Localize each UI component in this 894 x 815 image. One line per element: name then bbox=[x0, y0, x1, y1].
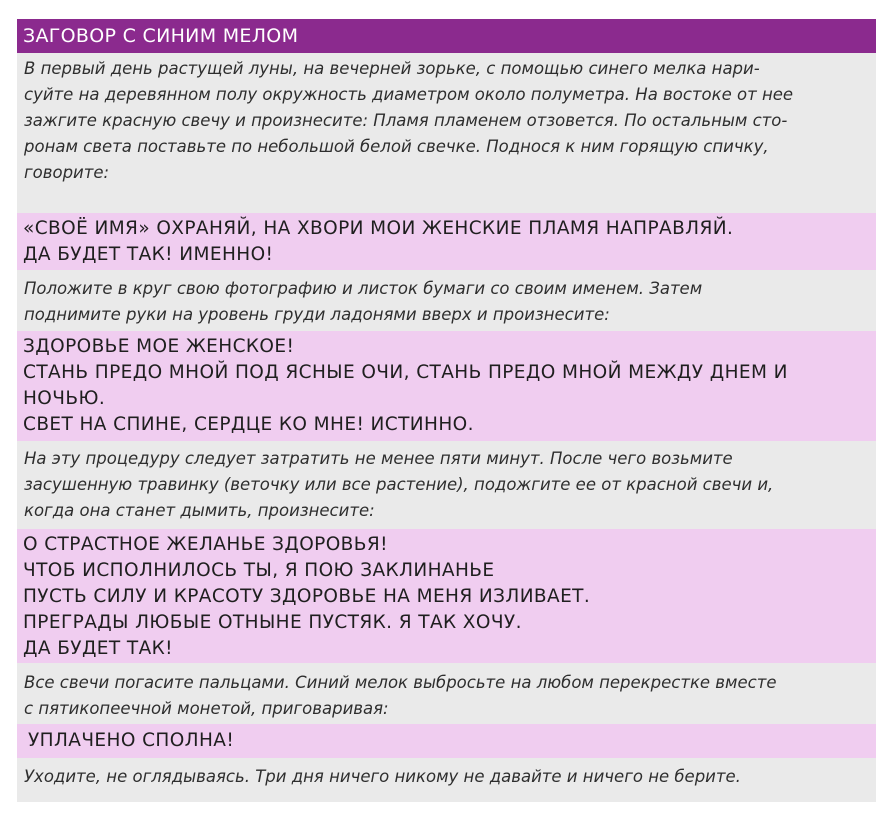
document-page bbox=[17, 19, 876, 802]
instruction-paragraph-1 bbox=[17, 53, 876, 213]
incantation-line: НОЧЬЮ. bbox=[23, 388, 106, 409]
section-title: ЗАГОВОР С СИНИМ МЕЛОМ bbox=[17, 19, 876, 53]
paragraph-line: зажгите красную свечу и произнесите: Пламя пламенем отзовется. По остальным сто- bbox=[24, 111, 788, 130]
incantation-block-4 bbox=[17, 724, 876, 758]
incantation-line: ЧТОБ ИСПОЛНИЛОСЬ ТЫ, Я ПОЮ ЗАКЛИНАНЬЕ bbox=[23, 560, 495, 581]
instruction-paragraph-3 bbox=[17, 441, 876, 529]
instruction-paragraph-5 bbox=[17, 758, 876, 802]
incantation-line: О СТРАСТНОЕ ЖЕЛАНЬЕ ЗДОРОВЬЯ! bbox=[23, 534, 388, 555]
incantation-line: СТАНЬ ПРЕДО МНОЙ ПОД ЯСНЫЕ ОЧИ, СТАНЬ ПРЕДО МНОЙ МЕЖДУ ДНЕМ И bbox=[23, 362, 788, 383]
incantation-line: ДА БУДЕТ ТАК! bbox=[23, 638, 173, 659]
paragraph-line: В первый день растущей луны, на вечерней зорьке, с помощью синего мелка нари- bbox=[24, 59, 760, 78]
paragraph-line: На эту процедуру следует затратить не менее пяти минут. После чего возьмите bbox=[24, 449, 733, 468]
incantation-block-3 bbox=[17, 529, 876, 663]
paragraph-line: говорите: bbox=[24, 163, 110, 182]
incantation-line: ПУСТЬ СИЛУ И КРАСОТУ ЗДОРОВЬЕ НА МЕНЯ ИЗЛИВАЕТ. bbox=[23, 586, 591, 607]
incantation-line: УПЛАЧЕНО СПОЛНА! bbox=[28, 730, 235, 751]
instruction-paragraph-2 bbox=[17, 270, 876, 331]
paragraph-line: когда она станет дымить, произнесите: bbox=[24, 501, 375, 520]
paragraph-line: Уходите, не оглядываясь. Три дня ничего никому не давайте и ничего не берите. bbox=[24, 767, 741, 786]
paragraph-line: ронам света поставьте по небольшой белой свечке. Поднося к ним горящую спичку, bbox=[24, 137, 769, 156]
incantation-block-1 bbox=[17, 213, 876, 270]
paragraph-line: поднимите руки на уровень груди ладонями вверх и произнесите: bbox=[24, 305, 610, 324]
incantation-line: ЗДОРОВЬЕ МОЕ ЖЕНСКОЕ! bbox=[23, 336, 295, 357]
incantation-line: «СВОЁ ИМЯ» ОХРАНЯЙ, НА ХВОРИ МОИ ЖЕНСКИЕ ПЛАМЯ НАПРАВЛЯЙ. bbox=[23, 218, 734, 239]
incantation-line: ДА БУДЕТ ТАК! ИМЕННО! bbox=[23, 244, 274, 265]
incantation-line: ПРЕГРАДЫ ЛЮБЫЕ ОТНЫНЕ ПУСТЯК. Я ТАК ХОЧУ. bbox=[23, 612, 522, 633]
paragraph-line: Положите в круг свою фотографию и листок бумаги со своим именем. Затем bbox=[24, 279, 703, 298]
paragraph-line: Все свечи погасите пальцами. Синий мелок выбросьте на любом перекрестке вместе bbox=[24, 673, 777, 692]
paragraph-line: засушенную травинку (веточку или все растение), подожгите ее от красной свечи и, bbox=[24, 475, 774, 494]
instruction-paragraph-4 bbox=[17, 663, 876, 724]
incantation-block-2 bbox=[17, 331, 876, 441]
paragraph-line: суйте на деревянном полу окружность диаметром около полуметра. На востоке от нее bbox=[24, 85, 794, 104]
incantation-line: СВЕТ НА СПИНЕ, СЕРДЦЕ КО МНЕ! ИСТИННО. bbox=[23, 414, 474, 435]
paragraph-line: с пятикопеечной монетой, приговаривая: bbox=[24, 699, 389, 718]
